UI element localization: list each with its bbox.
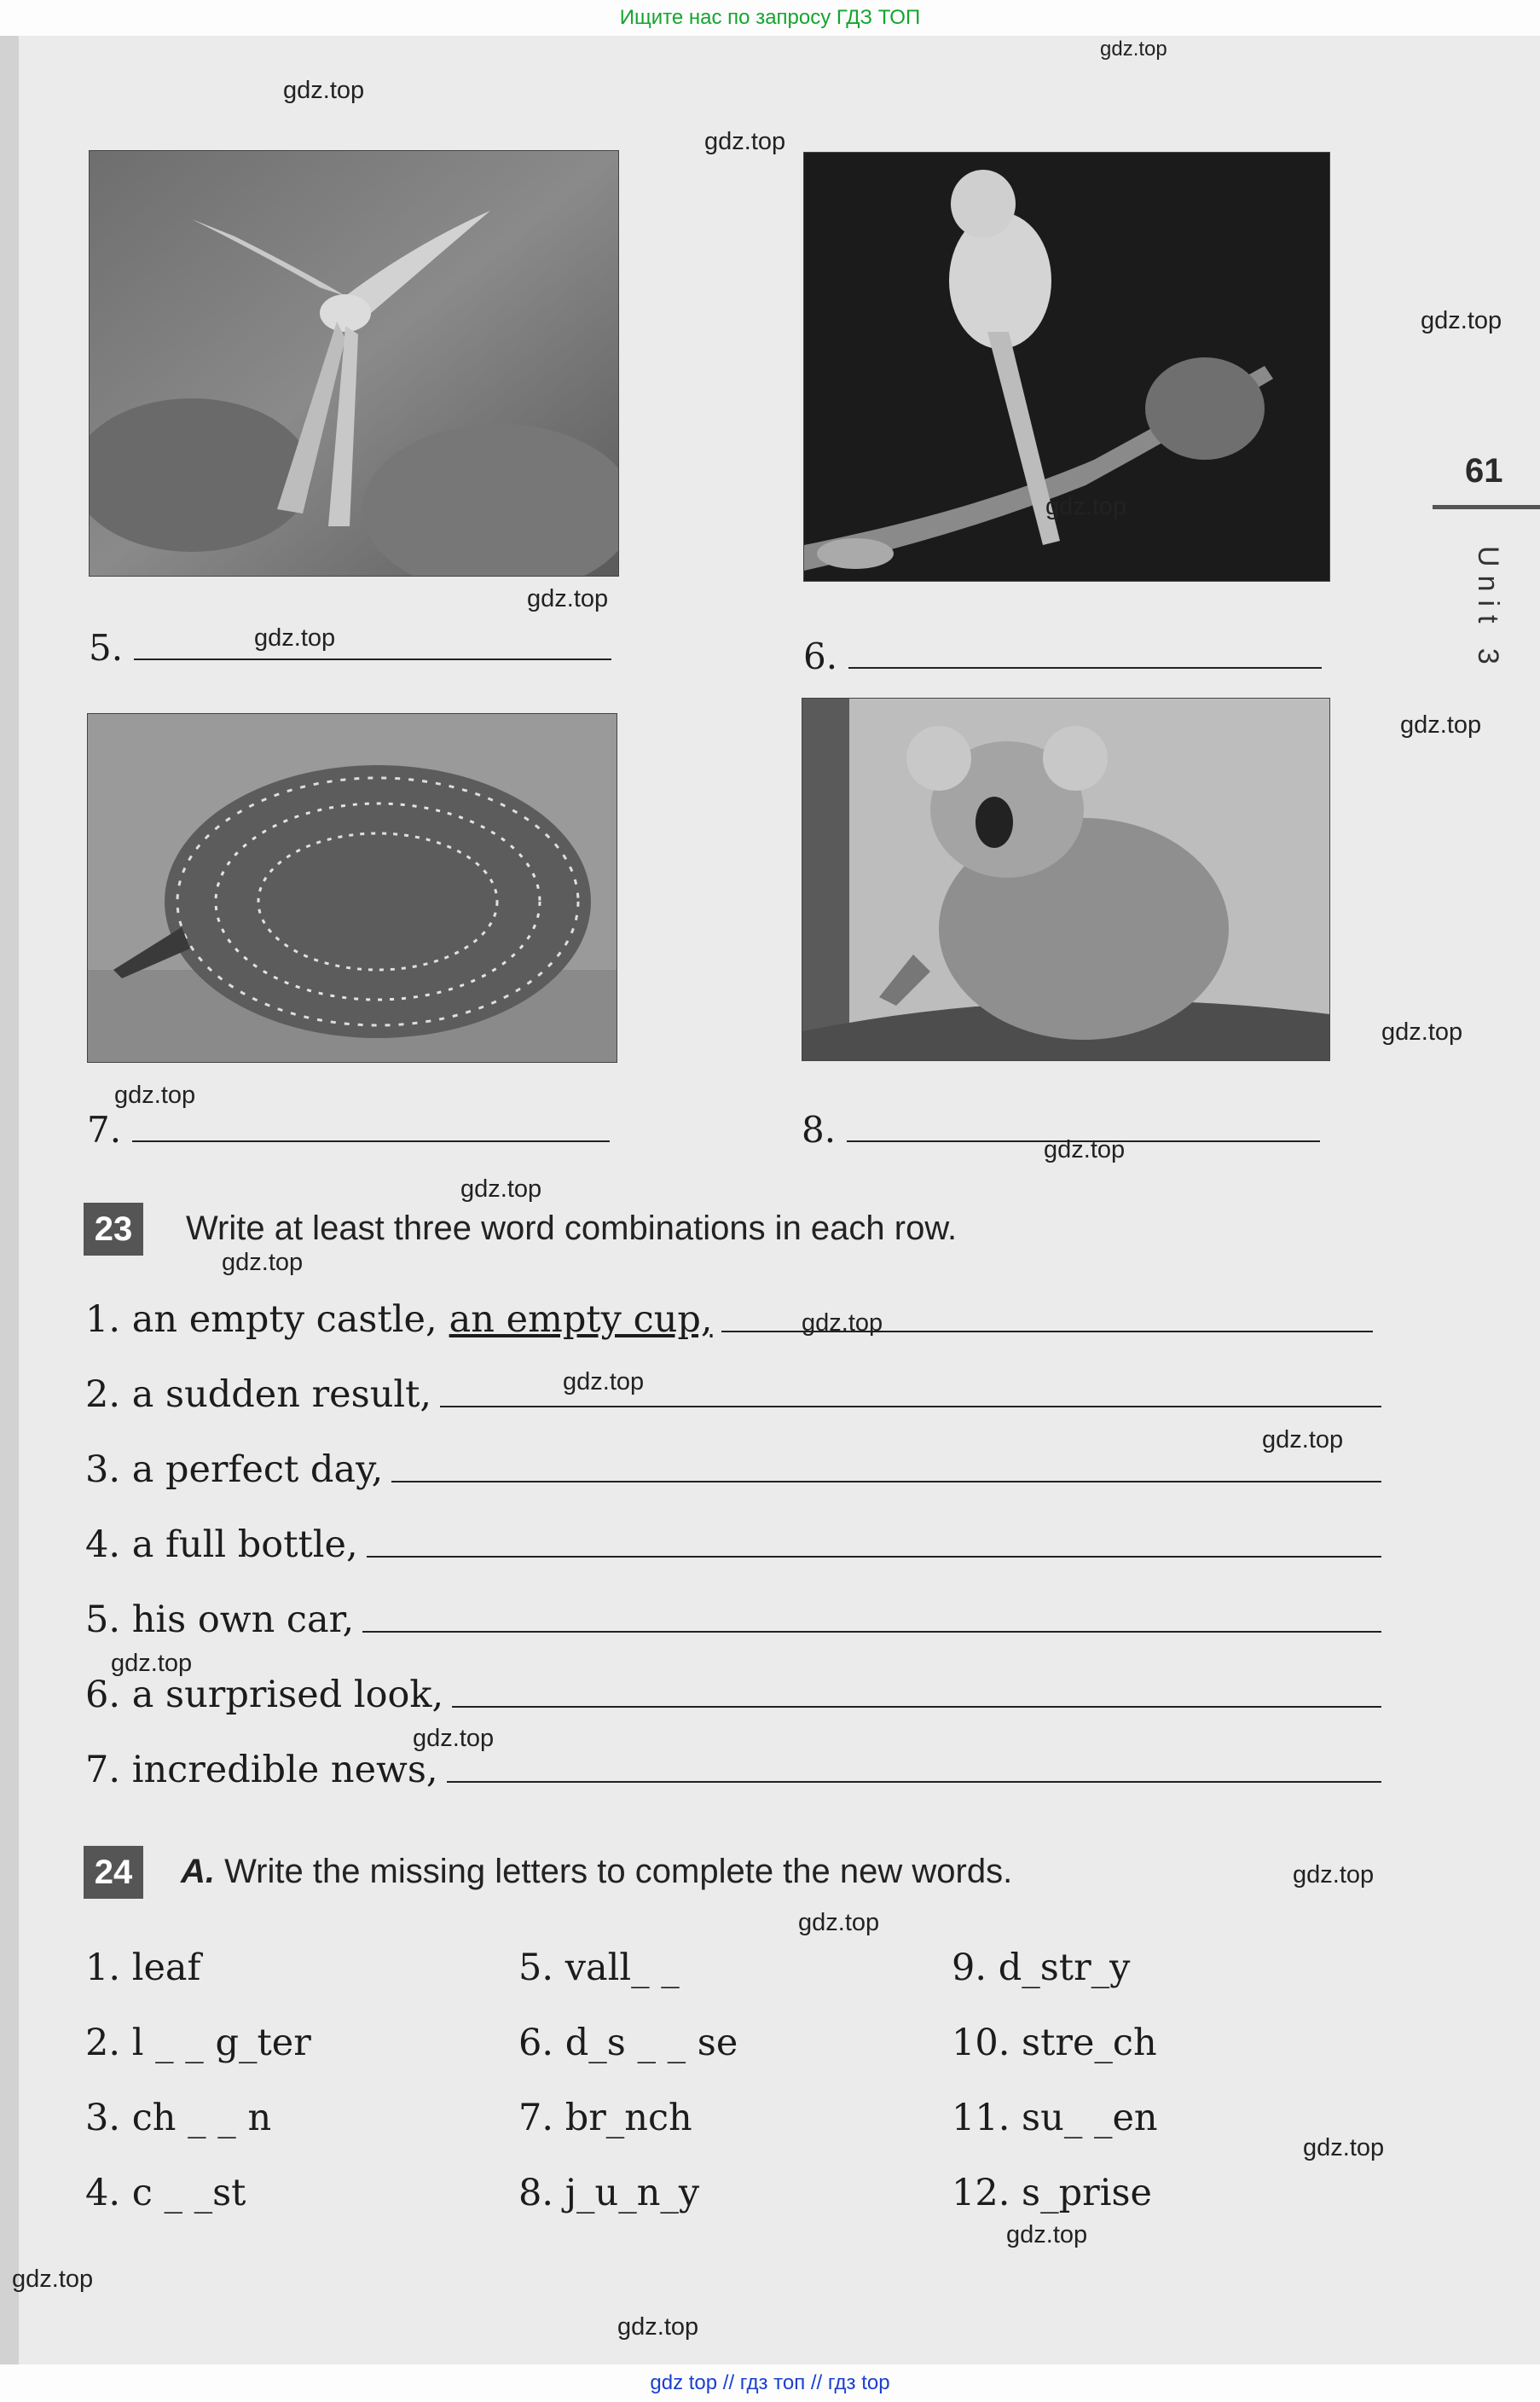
watermark: gdz.top	[1045, 493, 1127, 520]
watermark: gdz.top	[1262, 1426, 1344, 1453]
word-11[interactable]: 11. su_ _en	[952, 2097, 1158, 2139]
ex23-row-5	[85, 1598, 1381, 1641]
watermark: gdz.top	[1293, 1861, 1375, 1889]
watermark: gdz.top	[802, 1309, 883, 1337]
watermark: gdz.top	[1100, 38, 1167, 61]
row-prompt: 3. a perfect day,	[85, 1448, 384, 1491]
ex23-row-3	[85, 1448, 1381, 1491]
row-prompt: 7. incredible news,	[85, 1749, 438, 1791]
watermark: gdz.top	[111, 1650, 193, 1677]
watermark: gdz.top	[222, 1249, 304, 1276]
instruction-text: Write the missing letters to complete the new words.	[224, 1853, 1013, 1890]
watermark: gdz.top	[1006, 2221, 1088, 2248]
word-12[interactable]: 12. s_prise	[952, 2172, 1152, 2214]
answer-line[interactable]	[362, 1629, 1381, 1633]
echidna-illustration	[88, 714, 617, 1062]
word-1[interactable]: 1. leaf	[85, 1947, 201, 1989]
exercise-24-instruction	[181, 1853, 1012, 1891]
watermark: gdz.top	[617, 2313, 699, 2341]
watermark: gdz.top	[12, 2266, 94, 2293]
word-5[interactable]: 5. vall_ _	[518, 1947, 680, 1989]
word-6[interactable]: 6. d_s _ _ se	[518, 2022, 738, 2064]
exercise-23-instruction: Write at least three word combinations in each row.	[186, 1210, 958, 1247]
answer-line[interactable]	[452, 1704, 1381, 1708]
caption-number: 5.	[89, 627, 124, 669]
watermark: gdz.top	[254, 624, 336, 652]
photo-echidna	[87, 713, 617, 1063]
watermark: gdz.top	[1400, 711, 1482, 739]
watermark: gdz.top	[798, 1909, 880, 1936]
watermark: gdz.top	[563, 1368, 645, 1395]
answer-line[interactable]	[391, 1479, 1381, 1482]
exercise-number-23: 23	[84, 1203, 143, 1256]
word-8[interactable]: 8. j_u_n_y	[518, 2172, 700, 2214]
ex23-row-1	[85, 1298, 1373, 1341]
caption-number: 6.	[803, 635, 838, 677]
word-7[interactable]: 7. br_nch	[518, 2097, 692, 2139]
row-prompt: 5. his own car,	[85, 1598, 355, 1641]
caption-number: 8.	[802, 1109, 837, 1151]
watermark: gdz.top	[1044, 1136, 1126, 1163]
watermark: gdz.top	[1421, 307, 1502, 334]
row-answer[interactable]: an empty cup,	[449, 1298, 713, 1341]
word-9[interactable]: 9. d_str_y	[952, 1947, 1131, 1989]
footer-banner[interactable]: gdz top // гдз топ // гдз top	[0, 2364, 1540, 2402]
photo-macaw	[89, 150, 619, 577]
watermark: gdz.top	[704, 128, 786, 155]
photo-caption-7	[87, 1109, 616, 1151]
word-2[interactable]: 2. l _ _ g_ter	[85, 2022, 311, 2064]
row-prompt: 1. an empty castle,	[85, 1298, 437, 1341]
answer-line[interactable]	[848, 638, 1322, 669]
exercise-number-24: 24	[84, 1846, 143, 1899]
page-number: 61	[1465, 452, 1503, 490]
part-label: A.	[181, 1853, 215, 1890]
row-prompt: 4. a full bottle,	[85, 1523, 358, 1566]
ex23-row-4	[85, 1523, 1381, 1566]
macaw-illustration	[90, 151, 618, 576]
watermark: gdz.top	[1381, 1018, 1463, 1046]
word-4[interactable]: 4. c _ _st	[85, 2172, 246, 2214]
ex23-row-7	[85, 1749, 1381, 1791]
photo-koala	[802, 698, 1330, 1061]
watermark: gdz.top	[283, 77, 365, 104]
page-number-rule	[1433, 505, 1540, 509]
unit-label: Unit 3	[1472, 546, 1504, 673]
koala-illustration	[802, 699, 1329, 1060]
answer-line[interactable]	[367, 1554, 1381, 1558]
word-3[interactable]: 3. ch _ _ n	[85, 2097, 272, 2139]
watermark: gdz.top	[114, 1082, 196, 1109]
watermark: gdz.top	[460, 1175, 542, 1203]
answer-line[interactable]	[132, 1111, 610, 1142]
answer-line[interactable]	[447, 1779, 1381, 1783]
ex23-row-2	[85, 1373, 1381, 1416]
row-prompt: 2. a sudden result,	[85, 1373, 432, 1416]
search-banner[interactable]: Ищите нас по запросу ГДЗ ТОП	[0, 0, 1540, 36]
watermark: gdz.top	[413, 1725, 495, 1752]
watermark: gdz.top	[1303, 2134, 1385, 2161]
answer-line[interactable]	[440, 1404, 1381, 1407]
answer-line[interactable]	[134, 630, 611, 660]
watermark: gdz.top	[527, 585, 609, 612]
row-prompt: 6. a surprised look,	[85, 1674, 444, 1716]
word-10[interactable]: 10. stre_ch	[952, 2022, 1157, 2064]
page-binding-edge	[0, 36, 19, 2364]
caption-number: 7.	[87, 1109, 122, 1151]
ex23-row-6	[85, 1674, 1381, 1716]
photo-caption-5	[89, 627, 617, 669]
photo-caption-6	[803, 635, 1329, 677]
